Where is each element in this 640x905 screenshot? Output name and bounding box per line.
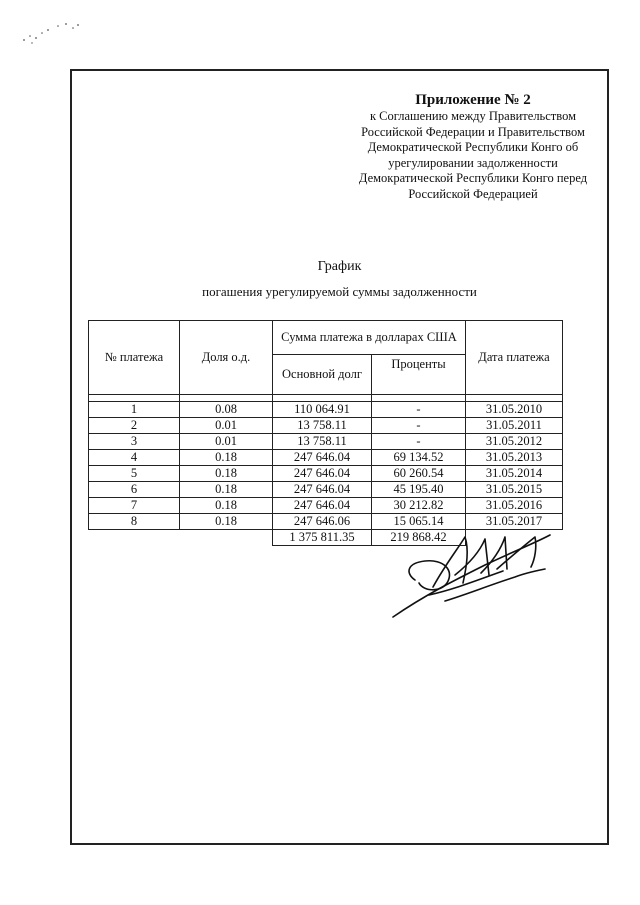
total-principal: 1 375 811.35 (273, 530, 372, 546)
cell-interest: - (372, 434, 466, 450)
cell-number: 3 (89, 434, 180, 450)
header-interest: Проценты (372, 355, 466, 395)
cell-principal: 13 758.11 (273, 434, 372, 450)
header-principal: Основной долг (273, 355, 372, 395)
cell-interest: 69 134.52 (372, 450, 466, 466)
cell-share: 0.01 (180, 418, 273, 434)
schedule-subtitle: погашения урегулируемой суммы задолженности (202, 284, 477, 299)
table-row (89, 402, 563, 418)
header-number: № платежа (89, 321, 180, 395)
total-interest: 219 868.42 (372, 530, 466, 546)
schedule-heading (70, 258, 609, 300)
appendix-block (338, 91, 608, 202)
appendix-line: к Соглашению между Правительством (369, 109, 577, 123)
cell-date: 31.05.2012 (466, 434, 563, 450)
appendix-line: урегулировании задолженности (388, 155, 558, 170)
cell-share: 0.18 (180, 514, 273, 530)
cell-date: 31.05.2013 (466, 450, 563, 466)
schedule-title: График (317, 259, 362, 274)
cell-date: 31.05.2011 (466, 418, 563, 434)
appendix-title: Приложение № 2 (415, 92, 531, 108)
table-row (89, 418, 563, 434)
appendix-line: Демократической Республики Конго перед (358, 171, 588, 185)
table-row (89, 482, 563, 498)
cell-date: 31.05.2010 (466, 402, 563, 418)
cell-share: 0.08 (180, 402, 273, 418)
cell-interest: - (372, 402, 466, 418)
cell-number: 4 (89, 450, 180, 466)
cell-date: 31.05.2016 (466, 498, 563, 514)
cell-principal: 247 646.04 (273, 498, 372, 514)
header-amount-group: Сумма платежа в долларах США (273, 321, 466, 355)
cell-principal: 247 646.04 (273, 450, 372, 466)
header-date: Дата платежа (466, 321, 563, 395)
cell-principal: 247 646.04 (273, 482, 372, 498)
cell-interest: 60 260.54 (372, 466, 466, 482)
cell-share: 0.18 (180, 466, 273, 482)
cell-share: 0.18 (180, 450, 273, 466)
cell-share: 0.18 (180, 482, 273, 498)
cell-number: 1 (89, 402, 180, 418)
cell-share: 0.01 (180, 434, 273, 450)
signature-scribble (385, 525, 555, 620)
table-row (89, 466, 563, 482)
scan-specks (18, 18, 88, 48)
cell-principal: 13 758.11 (273, 418, 372, 434)
cell-number: 6 (89, 482, 180, 498)
payment-schedule-table (88, 320, 563, 546)
cell-interest: 45 195.40 (372, 482, 466, 498)
cell-interest: 30 212.82 (372, 498, 466, 514)
cell-number: 5 (89, 466, 180, 482)
table-row (89, 450, 563, 466)
cell-date: 31.05.2014 (466, 466, 563, 482)
cell-number: 2 (89, 418, 180, 434)
cell-interest: 15 065.14 (372, 514, 466, 530)
cell-principal: 247 646.04 (273, 466, 372, 482)
appendix-line: Российской Федерации и Правительством (361, 124, 585, 139)
table-row (89, 498, 563, 514)
cell-number: 8 (89, 514, 180, 530)
cell-principal: 247 646.06 (273, 514, 372, 530)
cell-principal: 110 064.91 (273, 402, 372, 418)
appendix-line: Демократической Республики Конго об (367, 140, 579, 154)
cell-share: 0.18 (180, 498, 273, 514)
cell-date: 31.05.2015 (466, 482, 563, 498)
table-row (89, 434, 563, 450)
cell-date: 31.05.2017 (466, 514, 563, 530)
header-share: Доля о.д. (180, 321, 273, 395)
cell-interest: - (372, 418, 466, 434)
appendix-line: Российской Федерацией (408, 186, 538, 201)
cell-number: 7 (89, 498, 180, 514)
